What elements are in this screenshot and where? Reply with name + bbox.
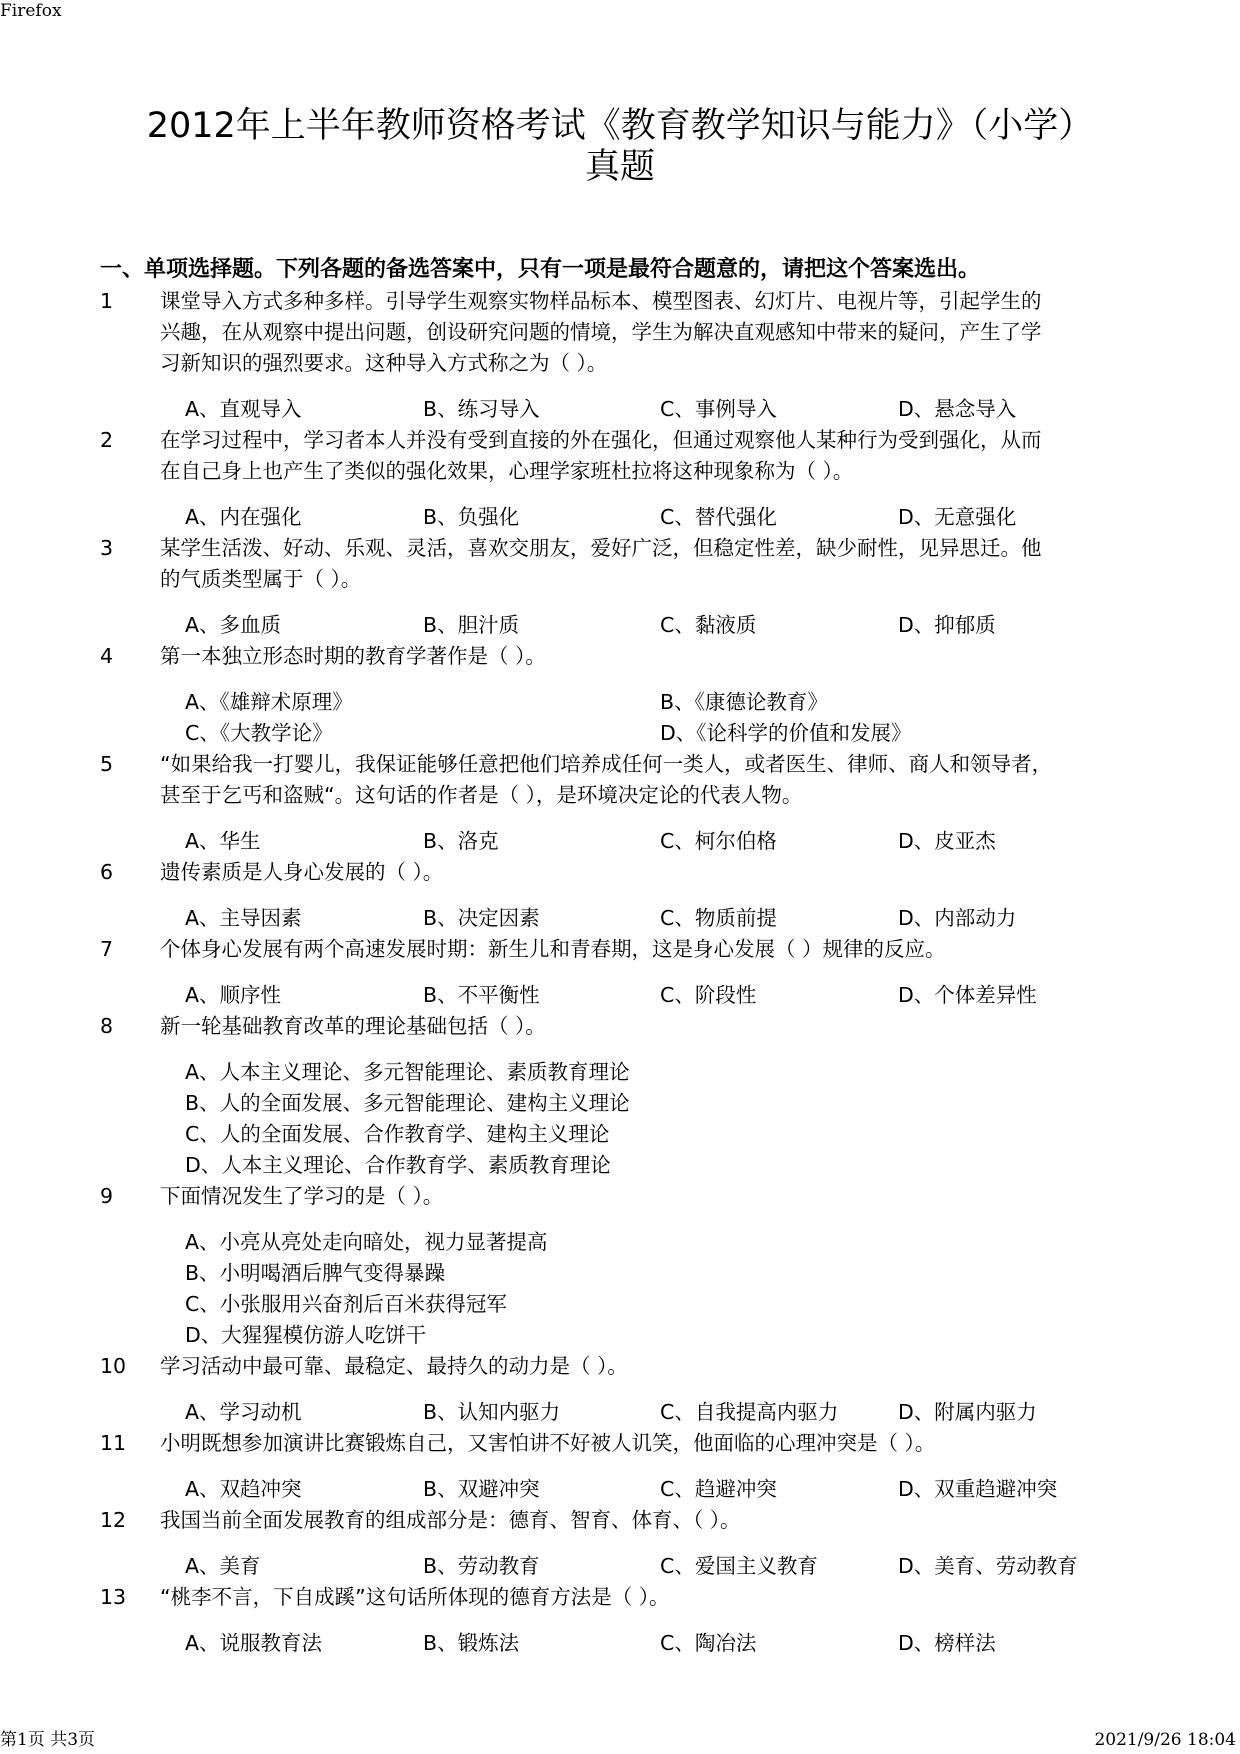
question-text: 在学习过程中，学习者本人并没有受到直接的外在强化，但通过观察他人某种行为受到强化，从而 [160,428,1042,452]
answer-option: D、附属内驱力 [898,1400,1037,1424]
answer-option: A、美育 [185,1554,261,1578]
question-line [100,533,1140,564]
question-number: 9 [100,1184,114,1208]
question-text: 新一轮基础教育改革的理论基础包括（ ）。 [160,1014,546,1038]
answer-options [100,610,1140,641]
question-item [100,1181,1140,1351]
question-line [100,286,1140,317]
question-text: 在自己身上也产生了类似的强化效果，心理学家班杜拉将这种现象称为（ ）。 [160,459,854,483]
answer-options [100,1551,1140,1582]
question-number: 13 [100,1585,127,1609]
question-text: 小明既想参加演讲比赛锻炼自己，又害怕讲不好被人讥笑，他面临的心理冲突是（ ）。 [160,1431,936,1455]
question-text: 遗传素质是人身心发展的（ ）。 [160,860,444,884]
answer-option: D、无意强化 [898,505,1017,529]
answer-option: B、《康德论教育》 [660,690,828,714]
question-number: 3 [100,536,114,560]
answer-option: A、说服教育法 [185,1631,323,1655]
question-line [100,456,1140,487]
answer-option: B、认知内驱力 [423,1400,561,1424]
answer-options [100,1397,1140,1428]
question-number [100,780,160,811]
question-line [100,1351,1140,1382]
question-text: “桃李不言，下自成蹊”这句话所体现的德育方法是（ ）。 [160,1585,670,1609]
question-line [100,1505,1140,1536]
answer-option: B、不平衡性 [423,983,540,1007]
question-number: 11 [100,1431,127,1455]
answer-option: D、《论科学的价值和发展》 [660,721,912,745]
question-line [100,1011,1140,1042]
question-item [100,641,1140,749]
question-number: 8 [100,1014,114,1038]
answer-option: A、主导因素 [185,906,302,930]
answer-options [100,1227,1140,1351]
question-text: 某学生活泼、好动、乐观、灵活，喜欢交朋友，爱好广泛，但稳定性差，缺少耐性，见异思迁。他 [160,536,1042,560]
question-number: 10 [100,1354,127,1378]
browser-label: Firefox [0,1,62,21]
question-text: 课堂导入方式多种多样。引导学生观察实物样品标本、模型图表、幻灯片、电视片等，引起学生的 [160,289,1042,313]
answer-option: C、替代强化 [660,505,777,529]
page-title [0,106,1240,188]
question-text: “如果给我一打婴儿，我保证能够任意把他们培养成任何一类人，或者医生、律师、商人和领导者， [160,752,1053,776]
answer-option: D、美育、劳动教育 [898,1554,1078,1578]
answer-options [100,687,1140,749]
answer-option: C、爱国主义教育 [660,1554,818,1578]
question-line [100,1428,1140,1459]
question-line [100,641,1140,672]
answer-option: B、小明喝酒后脾气变得暴躁 [185,1261,446,1285]
question-number: 12 [100,1508,127,1532]
answer-option: D、双重趋避冲突 [898,1477,1058,1501]
answer-option: B、人的全面发展、多元智能理论、建构主义理论 [185,1091,630,1115]
answer-option: C、阶段性 [660,983,757,1007]
answer-option: B、练习导入 [423,397,540,421]
question-number [100,564,160,595]
answer-option: C、人的全面发展、合作教育学、建构主义理论 [185,1122,610,1146]
answer-option: A、双趋冲突 [185,1477,302,1501]
answer-option: A、《雄辩术原理》 [185,690,353,714]
answer-option: C、物质前提 [660,906,777,930]
question-item [100,857,1140,934]
question-text: 学习活动中最可靠、最稳定、最持久的动力是（ ）。 [160,1354,628,1378]
question-line [100,425,1140,456]
question-list [100,286,1140,1659]
question-number: 4 [100,644,114,668]
question-item [100,1582,1140,1659]
question-line [100,348,1140,379]
question-item [100,286,1140,425]
answer-option: B、决定因素 [423,906,540,930]
question-text: 个体身心发展有两个高速发展时期：新生儿和青春期，这是身心发展（ ）规律的反应。 [160,937,946,961]
answer-option: D、榜样法 [898,1631,996,1655]
question-line [100,749,1140,780]
question-line [100,564,1140,595]
question-item [100,533,1140,641]
answer-option: A、小亮从亮处走向暗处，视力显著提高 [185,1230,548,1254]
question-item [100,934,1140,1011]
answer-option: A、直观导入 [185,397,302,421]
question-number [100,348,160,379]
question-line [100,934,1140,965]
print-timestamp: 2021/9/26 18:04 [1094,1730,1236,1750]
question-number: 1 [100,289,114,313]
question-number: 7 [100,937,114,961]
question-text: 兴趣，在从观察中提出问题，创设研究问题的情境，学生为解决直观感知中带来的疑问，产生了学 [160,320,1042,344]
question-text: 我国当前全面发展教育的组成部分是：德育、智育、体育、（ ）。 [160,1508,741,1532]
answer-option: D、抑郁质 [898,613,996,637]
answer-option: C、趋避冲突 [660,1477,777,1501]
answer-options [100,1057,1140,1181]
question-item [100,425,1140,533]
title-line: 真题 [584,147,655,187]
answer-option: B、胆汁质 [423,613,520,637]
answer-options [100,502,1140,533]
question-line [100,1582,1140,1613]
answer-option: D、皮亚杰 [898,829,996,853]
answer-option: B、双避冲突 [423,1477,540,1501]
answer-option: B、劳动教育 [423,1554,540,1578]
title-line: 2012年上半年教师资格考试《教育教学知识与能力》（小学） [146,106,1094,146]
answer-option: A、内在强化 [185,505,302,529]
exam-content [100,254,1140,1659]
question-line [100,317,1140,348]
answer-options [100,394,1140,425]
answer-option: B、负强化 [423,505,520,529]
answer-option: C、小张服用兴奋剂后百米获得冠军 [185,1292,507,1316]
question-number: 2 [100,428,114,452]
answer-options [100,903,1140,934]
answer-option: A、人本主义理论、多元智能理论、素质教育理论 [185,1060,630,1084]
answer-option: D、悬念导入 [898,397,1017,421]
answer-option: A、学习动机 [185,1400,302,1424]
question-number: 6 [100,860,114,884]
answer-option: D、内部动力 [898,906,1017,930]
question-text: 习新知识的强烈要求。这种导入方式称之为（ ）。 [160,351,608,375]
question-item [100,749,1140,857]
answer-option: A、多血质 [185,613,282,637]
question-text: 下面情况发生了学习的是（ ）。 [160,1184,444,1208]
question-text: 甚至于乞丐和盗贼“。这句话的作者是（ ），是环境决定论的代表人物。 [160,783,803,807]
question-line [100,1181,1140,1212]
question-line [100,857,1140,888]
answer-option: A、顺序性 [185,983,282,1007]
answer-options [100,1474,1140,1505]
page-number: 第1页 共3页 [0,1730,96,1750]
answer-option: D、人本主义理论、合作教育学、素质教育理论 [185,1153,611,1177]
question-number [100,456,160,487]
question-text: 的气质类型属于（ ）。 [160,567,362,591]
answer-option: C、陶冶法 [660,1631,757,1655]
question-item [100,1351,1140,1428]
answer-option: B、锻炼法 [423,1631,520,1655]
question-item [100,1428,1140,1505]
question-item [100,1011,1140,1181]
answer-option: D、个体差异性 [898,983,1037,1007]
answer-options [100,1628,1140,1659]
section-heading: 一、单项选择题。下列各题的备选答案中，只有一项是最符合题意的，请把这个答案选出。 [100,257,981,282]
answer-options [100,980,1140,1011]
answer-option: C、事例导入 [660,397,777,421]
question-number: 5 [100,752,114,776]
answer-option: C、自我提高内驱力 [660,1400,839,1424]
answer-option: A、华生 [185,829,261,853]
question-number [100,317,160,348]
answer-option: B、洛克 [423,829,499,853]
answer-option: C、《大教学论》 [185,721,333,745]
answer-options [100,826,1140,857]
answer-option: C、黏液质 [660,613,757,637]
question-item [100,1505,1140,1582]
answer-option: C、柯尔伯格 [660,829,777,853]
answer-option: D、大猩猩模仿游人吃饼干 [185,1323,427,1347]
question-line [100,780,1140,811]
question-text: 第一本独立形态时期的教育学著作是（ ）。 [160,644,546,668]
